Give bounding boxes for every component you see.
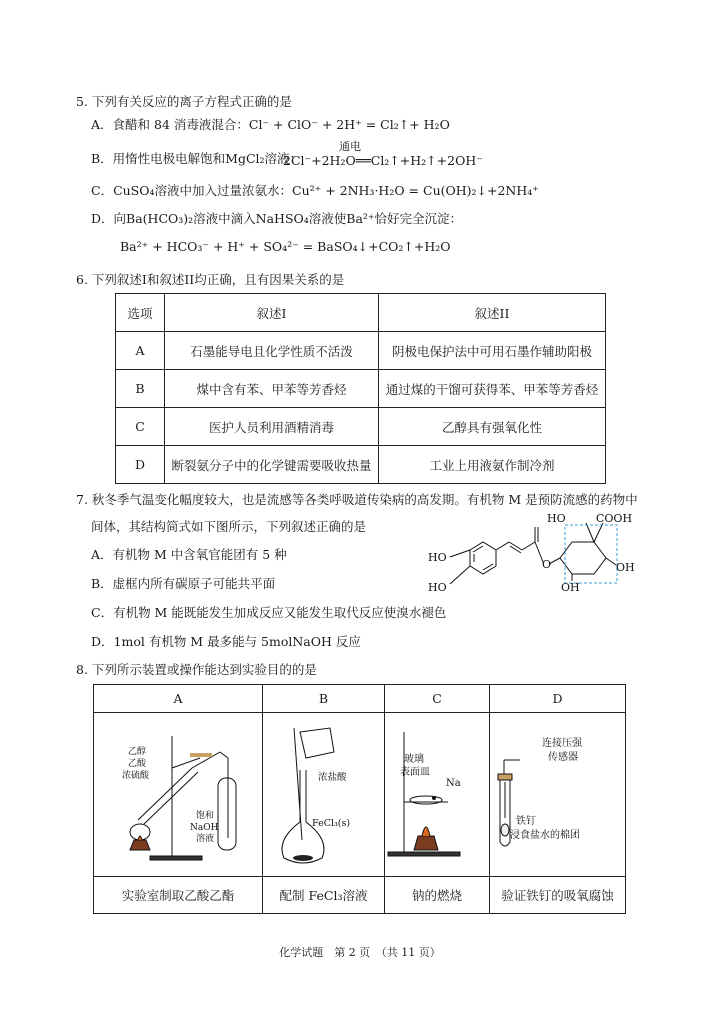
apparatus-d-label-sensor: 传感器	[548, 752, 578, 763]
apparatus-b-label-acid: 浓盐酸	[318, 772, 347, 783]
q7-option-c: C．有机物 M 能既能发生加成反应又能发生取代反应使溴水褪色	[91, 605, 447, 620]
apparatus-d	[482, 730, 622, 860]
struct-label-ho3: HO	[547, 512, 566, 525]
table-row	[116, 446, 606, 484]
header-cell: 选项	[116, 294, 165, 332]
header-cell: D	[490, 685, 626, 713]
q7-stem-line2: 间体，其结构简式如下图所示，下列叙述正确的是	[91, 519, 367, 534]
q7-option-d: D．1mol 有机物 M 最多能与 5molNaOH 反应	[91, 634, 361, 649]
table-row	[116, 332, 606, 370]
q7-stem-line1: 7. 秋冬季气温变化幅度较大，也是流感等各类呼吸道传染病的高发期。有机物 M 是预防流感的药物中	[76, 492, 638, 507]
caption-row	[94, 877, 626, 914]
table-row	[116, 370, 606, 408]
header-cell: 叙述I	[165, 294, 379, 332]
table-header-row	[94, 685, 626, 713]
apparatus-d-label-connect: 连接压强	[542, 738, 582, 749]
q7-option-b: B．虚框内所有碳原子可能共平面	[91, 576, 276, 591]
struct-label-ho1: HO	[428, 551, 447, 564]
table-cell: A	[116, 332, 165, 370]
apparatus-a-label-ethanol: 乙醇	[128, 747, 147, 757]
apparatus-c-label-na: Na	[446, 778, 461, 789]
q5-option-d-line1: D．向Ba(HCO₃)₂溶液中滴入NaHSO₄溶液使Ba²⁺恰好完全沉淀：	[91, 211, 463, 226]
apparatus-b	[262, 722, 372, 872]
q5-option-b-prefix: B．用惰性电极电解饱和MgCl₂溶液：	[91, 151, 303, 166]
table-cell: 工业上用液氨作制冷剂	[379, 446, 606, 484]
table-cell: 通过煤的干馏可获得苯、甲苯等芳香烃	[379, 370, 606, 408]
caption-cell: 实验室制取乙酸乙酯	[94, 877, 263, 914]
q8-stem: 8. 下列所示装置或操作能达到实验目的的是	[76, 662, 317, 677]
q5-option-d-line2: Ba²⁺ + HCO₃⁻ + H⁺ + SO₄²⁻ = BaSO₄↓+CO₂↑+H₂O	[120, 239, 451, 254]
apparatus-a-label-solution: 溶液	[196, 834, 215, 844]
apparatus-a-label-naoh: NaOH	[190, 823, 219, 833]
caption-cell: 钠的燃烧	[385, 877, 490, 914]
table-cell: 断裂氨分子中的化学键需要吸收热量	[165, 446, 379, 484]
caption-cell: 验证铁钉的吸氧腐蚀	[490, 877, 626, 914]
apparatus-a-label-sulfuric-acid: 浓硫酸	[122, 771, 150, 781]
struct-label-cooh: COOH	[596, 512, 633, 525]
apparatus-c-label-watch-glass: 表面皿	[400, 767, 430, 778]
header-cell: A	[94, 685, 263, 713]
table-cell: B	[116, 370, 165, 408]
apparatus-d-label-nail: 铁钉	[516, 816, 536, 827]
page-footer: 化学试题 第 2 页 （共 11 页）	[279, 946, 441, 959]
struct-label-oh2: OH	[561, 581, 580, 594]
struct-label-o: O	[542, 558, 552, 571]
table-cell: 煤中含有苯、甲苯等芳香烃	[165, 370, 379, 408]
table-cell: 石墨能导电且化学性质不活泼	[165, 332, 379, 370]
table-cell: 乙醇具有强氧化性	[379, 408, 606, 446]
apparatus-b-label-solid: FeCl₃(s)	[312, 818, 351, 829]
table-cell: 医护人员利用酒精消毒	[165, 408, 379, 446]
header-cell: B	[263, 685, 385, 713]
struct-label-ho2: HO	[428, 581, 447, 594]
q7-option-a: A．有机物 M 中含氧官能团有 5 种	[91, 547, 287, 562]
caption-cell: 配制 FeCl₃溶液	[263, 877, 385, 914]
apparatus-a-label-saturated: 饱和	[196, 811, 215, 821]
header-cell: C	[385, 685, 490, 713]
q6-table	[115, 293, 606, 484]
q5-option-b-equation: 2Cl⁻+2H₂O══Cl₂↑+H₂↑+2OH⁻	[283, 153, 483, 168]
table-cell: 阴极电保护法中可用石墨作辅助阳极	[379, 332, 606, 370]
q6-stem: 6. 下列叙述I和叙述II均正确，且有因果关系的是	[76, 272, 345, 287]
header-cell: 叙述II	[379, 294, 606, 332]
apparatus-a-label-acetic-acid: 乙酸	[128, 759, 147, 769]
table-header-row	[116, 294, 606, 332]
table-cell: C	[116, 408, 165, 446]
apparatus-d-label-cotton: 浸食盐水的棉团	[510, 830, 580, 841]
apparatus-c	[378, 728, 468, 868]
table-cell: D	[116, 446, 165, 484]
q5-option-a: A．食醋和 84 消毒液混合：Cl⁻ + ClO⁻ + 2H⁺ = Cl₂↑+ H₂O	[91, 117, 450, 132]
apparatus-a	[100, 728, 250, 878]
q5-option-b-condition: 通电	[339, 140, 361, 153]
molecule-m-structure	[420, 505, 650, 597]
q5-option-c: C．CuSO₄溶液中加入过量浓氨水：Cu²⁺ + 2NH₃·H₂O = Cu(OH)₂↓+2NH₄⁺	[91, 183, 539, 198]
apparatus-c-label-glass: 玻璃	[404, 754, 424, 765]
struct-label-oh1: OH	[616, 561, 635, 574]
q5-stem: 5. 下列有关反应的离子方程式正确的是	[76, 94, 292, 109]
table-row	[116, 408, 606, 446]
